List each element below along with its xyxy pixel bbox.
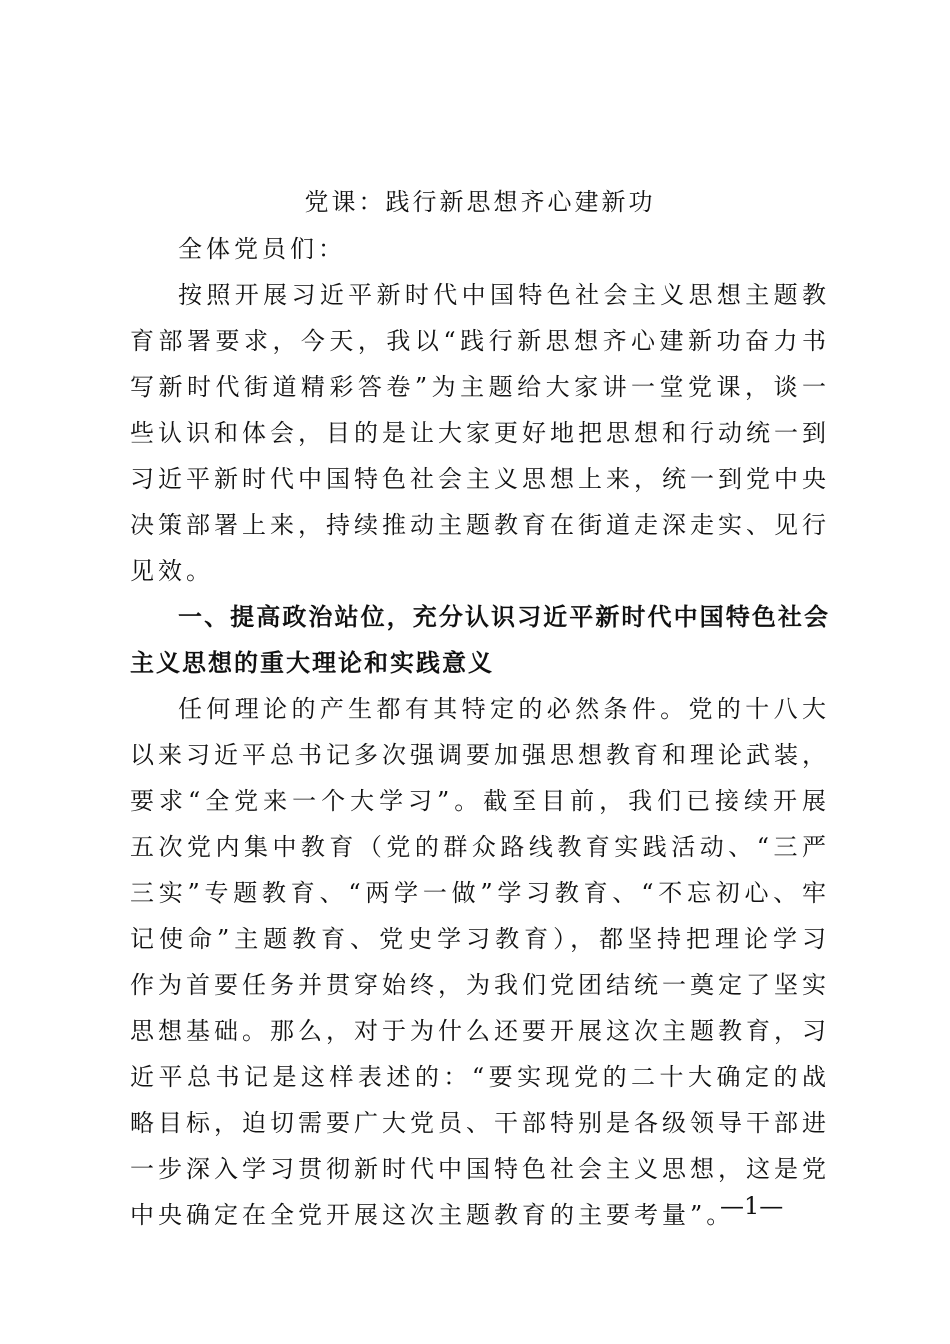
intro-paragraph: 按照开展习近平新时代中国特色社会主义思想主题教育部署要求，今天，我以“践行新思想齐心建新功奋力书写新时代街道精彩答卷”为主题给大家讲一堂党课，谈一些认识和体会，目的是让大家更好地把思想和行动统一到习近平新时代中国特色社会主义思想上来，统一到党中央决策部署上来，持续推动主题教育在街道走深走实、见行见效。 xyxy=(130,281,830,585)
section-heading-1: 一、提高政治站位，充分认识习近平新时代中国特色社会主义思想的重大理论和实践意义 xyxy=(130,603,830,677)
salutation: 全体党员们： xyxy=(178,235,346,263)
document-body xyxy=(130,226,830,1238)
section-1-paragraph: 任何理论的产生都有其特定的必然条件。党的十八大以来习近平总书记多次强调要加强思想教育和理论武装，要求“全党来一个大学习”。截至目前，我们已接续开展五次党内集中教育（党的群众路线教育实践活动、“三严三实”专题教育、“两学一做”学习教育、“不忘初心、牢记使命”主题教育、党史学习教育），都坚持把理论学习作为首要任务并贯穿始终，为我们党团结统一奠定了坚实思想基础。那么，对于为什么还要开展这次主题教育，习近平总书记是这样表述的：“要实现党的二十大确定的战略目标，迫切需要广大党员、干部特别是各级领导干部进一步深入学习贯彻新时代中国特色社会主义思想，这是党中央确定在全党开展这次主题教育的主要考量”。 xyxy=(130,695,830,1229)
document-title: 党课：践行新思想齐心建新功 xyxy=(304,188,656,216)
page-number: —1— xyxy=(720,1192,784,1220)
